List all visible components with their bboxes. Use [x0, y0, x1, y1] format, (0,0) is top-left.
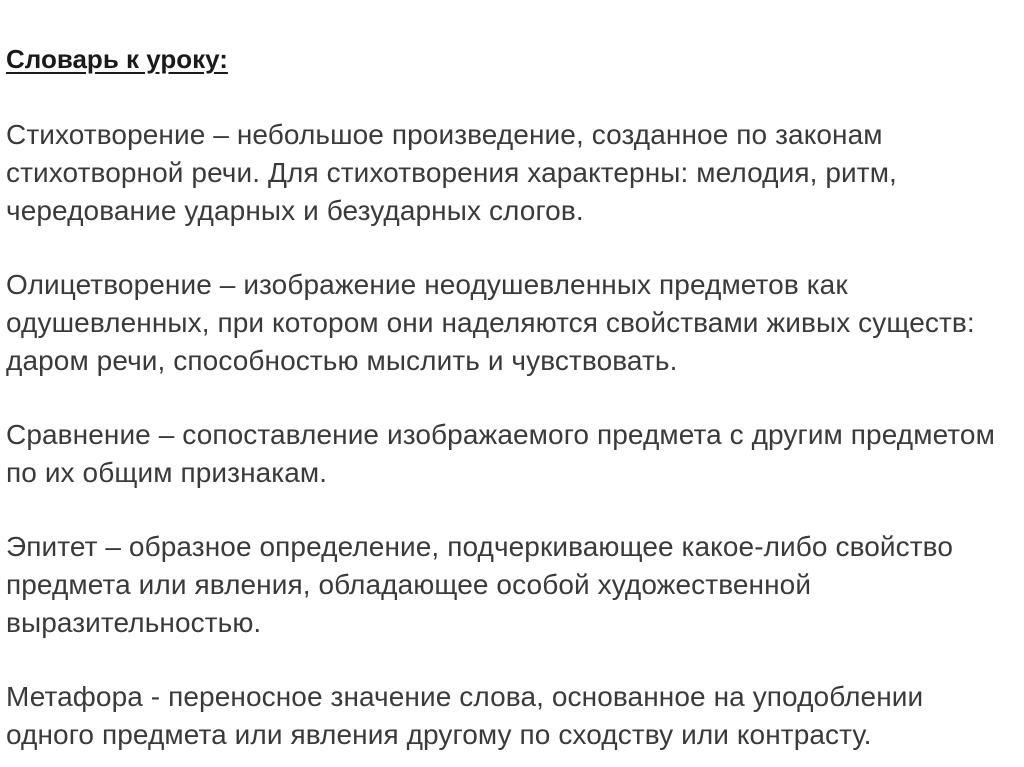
term-personification: Олицетворение – изображение неодушевленных предметов как одушевленных, при котором они наделяются свойствами живых существ: даром речи, способностью мыслить и чувствовать.: [6, 269, 975, 376]
page-title: Словарь к уроку:: [6, 44, 228, 74]
term-poem: Стихотворение – небольшое произведение, созданное по законам стихотворной речи. Для стихотворения характерны: мелодия, ритм, чередование ударных и безударных слогов.: [6, 119, 897, 226]
term-epithet: Эпитет – образное определение, подчеркивающее какое-либо свойство предмета или явления, обладающее особой художественной выразительностью.: [6, 531, 954, 638]
term-comparison: Сравнение – сопоставление изображаемого предмета с другим предметом по их общим признакам.: [6, 419, 995, 488]
term-metaphor: Метафора - переносное значение слова, основанное на уподоблении одного предмета или явления другому по сходству или контрасту.: [6, 681, 924, 750]
